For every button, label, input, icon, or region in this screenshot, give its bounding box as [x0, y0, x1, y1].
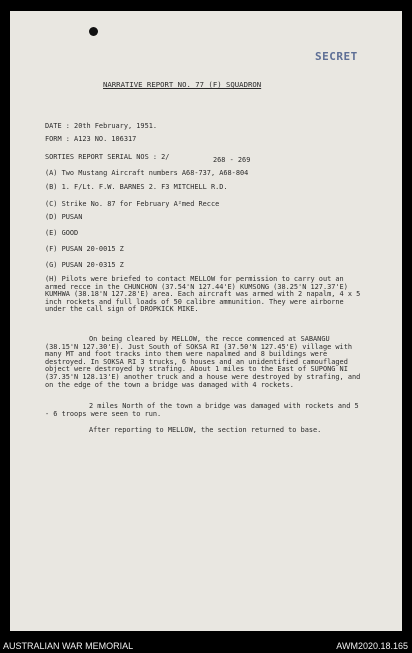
report-title: NARRATIVE REPORT NO. 77 (F) SQUADRON: [103, 80, 262, 89]
paragraph-h: (H) Pilots were briefed to contact MELLOW for permission to carry out an armed recce in the CHUNCHON (37.54'N 127.44'E) KUMSONG (38.25'N 127.37'E) KUMHWA (38.18'N 127.28'E) area. Each aircraft was armed with 2 napalm, 4 x 5 inch rockets and full loads of 50 calibre ammunition. They were airborne under the call sign of DROPKICK MIKE.: [45, 275, 361, 314]
form-line: FORM : A123 NO. 106317: [45, 135, 137, 143]
sorties-line: SORTIES REPORT SERIAL NOS : 2/: [45, 153, 170, 161]
date-line: DATE : 20th February, 1951.: [45, 122, 158, 130]
footer-bar: [0, 631, 412, 653]
paragraph-3: After reporting to MELLOW, the section returned to base.: [89, 426, 322, 434]
paragraph-1: On being cleared by MELLOW, the recce commenced at SABANGU (38.15'N 127.30'E). Just South of SOKSA RI (37.50'N 127.45'E) village with many MT and foot tracks into them were napalmed and 8 buildings were destroyed. In SOKSA RI 3 trucks, 6 houses and an unidentified camouflaged object were destroyed by strafing. About 1 miles to the East of SUPONG NI (37.35'N 128.13'E) another truck and a house were destroyed by strafing, and on the edge of the town a bridge was damaged with 4 rockets.: [45, 335, 361, 389]
punch-hole: [89, 27, 98, 36]
item-e: (E) GOOD: [45, 229, 79, 237]
document-page: [10, 11, 402, 631]
paragraph-2: 2 miles North of the town a bridge was damaged with rockets and 5 - 6 troops were seen to run.: [45, 402, 359, 418]
footer-accession: AWM2020.18.165: [336, 641, 408, 651]
item-d: (D) PUSAN: [45, 213, 83, 221]
sorties-numbers: 268 - 269: [213, 156, 251, 164]
secret-stamp: SECRET: [315, 50, 358, 63]
item-a: (A) Two Mustang Aircraft numbers A68-737, A68-804: [45, 169, 249, 177]
footer-institution: AUSTRALIAN WAR MEMORIAL: [3, 641, 134, 651]
item-f: (F) PUSAN 20-0015 Z: [45, 245, 124, 253]
item-g: (G) PUSAN 20-0315 Z: [45, 261, 124, 269]
item-b: (B) 1. F/Lt. F.W. BARNES 2. F3 MITCHELL R.D.: [45, 183, 228, 191]
item-c: (C) Strike No. 87 for February A²med Recce: [45, 200, 220, 208]
